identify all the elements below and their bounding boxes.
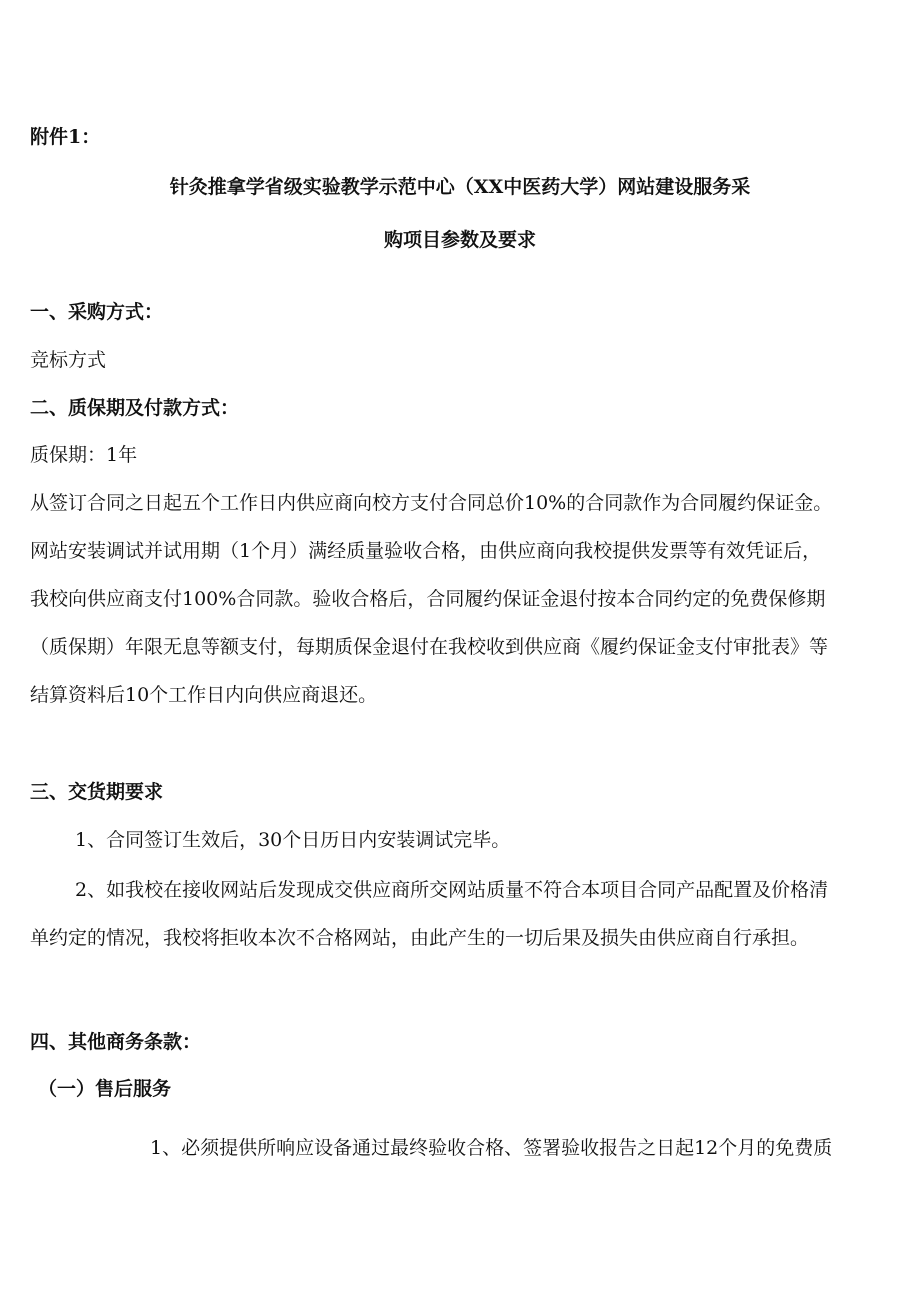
payment-paragraph-line: 我校向供应商支付100%合同款。验收合格后，合同履约保证金退付按本合同约定的免费保修期 — [30, 588, 826, 610]
payment-paragraph-line: 网站安装调试并试用期（1个月）满经质量验收合格，由供应商向我校提供发票等有效凭证后， — [30, 540, 822, 562]
warranty-period: 质保期：1年 — [30, 444, 138, 466]
delivery-item-1: 1、合同签订生效后，30个日历日内安装调试完毕。 — [75, 829, 511, 851]
payment-paragraph-line: 从签订合同之日起五个工作日内供应商向校方支付合同总价10%的合同款作为合同履约保证金。 — [30, 492, 833, 514]
delivery-item-2-line-2: 单约定的情况，我校将拒收本次不合格网站，由此产生的一切后果及损失由供应商自行承担。 — [30, 927, 810, 949]
section-4-heading: 四、其他商务条款： — [30, 1031, 202, 1053]
document-title-line-1: 针灸推拿学省级实验教学示范中心（XX中医药大学）网站建设服务采 — [169, 176, 751, 198]
document-title-line-2: 购项目参数及要求 — [383, 229, 536, 251]
after-sales-subheading: （一）售后服务 — [38, 1078, 172, 1100]
section-1-body: 竞标方式 — [30, 349, 107, 371]
payment-paragraph-line: 结算资料后10个工作日内向供应商退还。 — [30, 684, 378, 706]
delivery-item-2-line-1: 2、如我校在接收网站后发现成交供应商所交网站质量不符合本项目合同产品配置及价格清 — [75, 879, 829, 901]
section-3-heading: 三、交货期要求 — [30, 781, 164, 803]
section-2-heading: 二、质保期及付款方式： — [30, 397, 240, 419]
attachment-label: 附件1： — [30, 126, 101, 148]
section-1-heading: 一、采购方式： — [30, 301, 164, 323]
after-sales-item-1: 1、必须提供所响应设备通过最终验收合格、签署验收报告之日起12个月的免费质 — [150, 1137, 833, 1159]
payment-paragraph-line: （质保期）年限无息等额支付，每期质保金退付在我校收到供应商《履约保证金支付审批表》等 — [30, 636, 829, 658]
